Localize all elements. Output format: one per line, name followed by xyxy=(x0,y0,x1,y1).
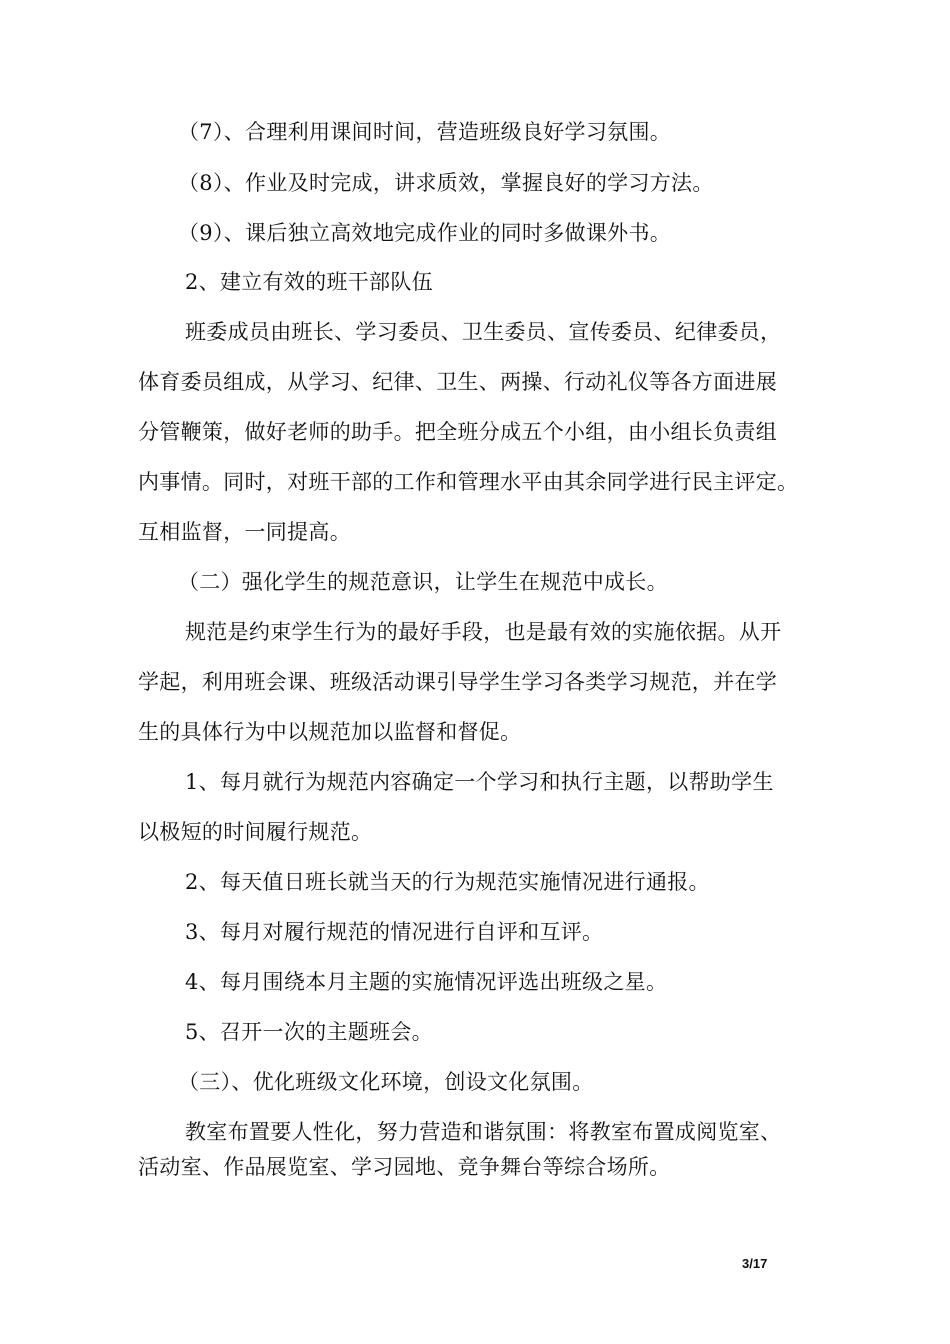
text-line-1: （7）、合理利用课间时间，营造班级良好学习氛围。 xyxy=(178,120,672,144)
text-line-17: 3、每月对履行规范的情况进行自评和互评。 xyxy=(185,920,604,944)
text-line-18: 4、每月围绕本月主题的实施情况评选出班级之星。 xyxy=(185,970,668,994)
text-line-19: 5、召开一次的主题班会。 xyxy=(185,1020,433,1044)
text-line-8: 内事情。同时，对班干部的工作和管理水平由其余同学进行民主评定。 xyxy=(138,470,799,494)
text-line-15: 以极短的时间履行规范。 xyxy=(138,820,373,844)
text-line-20: （三）、优化班级文化环境，创设文化氛围。 xyxy=(178,1070,594,1094)
text-line-16: 2、每天值日班长就当天的行为规范实施情况进行通报。 xyxy=(185,870,710,894)
text-line-21: 教室布置要人性化，努力营造和谐氛围：将教室布置成阅览室、 xyxy=(185,1120,782,1144)
text-line-9: 互相监督，一同提高。 xyxy=(138,520,351,544)
text-line-13: 生的具体行为中以规范加以监督和督促。 xyxy=(138,720,522,744)
text-line-14: 1、每月就行为规范内容确定一个学习和执行主题，以帮助学生 xyxy=(185,770,774,794)
text-line-2: （8）、作业及时完成，讲求质效，掌握良好的学习方法。 xyxy=(178,171,714,195)
text-line-7: 分管鞭策，做好老师的助手。把全班分成五个小组，由小组长负责组 xyxy=(138,420,777,444)
text-line-5: 班委成员由班长、学习委员、卫生委员、宣传委员、纪律委员， xyxy=(185,320,782,344)
page-number: 3/17 xyxy=(742,1256,768,1271)
text-line-10: （二）强化学生的规范意识，让学生在规范中成长。 xyxy=(178,570,668,594)
text-line-22: 活动室、作品展览室、学习园地、竞争舞台等综合场所。 xyxy=(138,1155,671,1179)
text-line-3: （9）、课后独立高效地完成作业的同时多做课外书。 xyxy=(178,221,672,245)
text-line-11: 规范是约束学生行为的最好手段，也是最有效的实施依据。从开 xyxy=(185,620,782,644)
text-line-12: 学起，利用班会课、班级活动课引导学生学习各类学习规范，并在学 xyxy=(138,670,777,694)
text-line-4: 2、建立有效的班干部队伍 xyxy=(185,270,433,294)
text-line-6: 体育委员组成，从学习、纪律、卫生、两操、行动礼仪等各方面进展 xyxy=(138,370,777,394)
